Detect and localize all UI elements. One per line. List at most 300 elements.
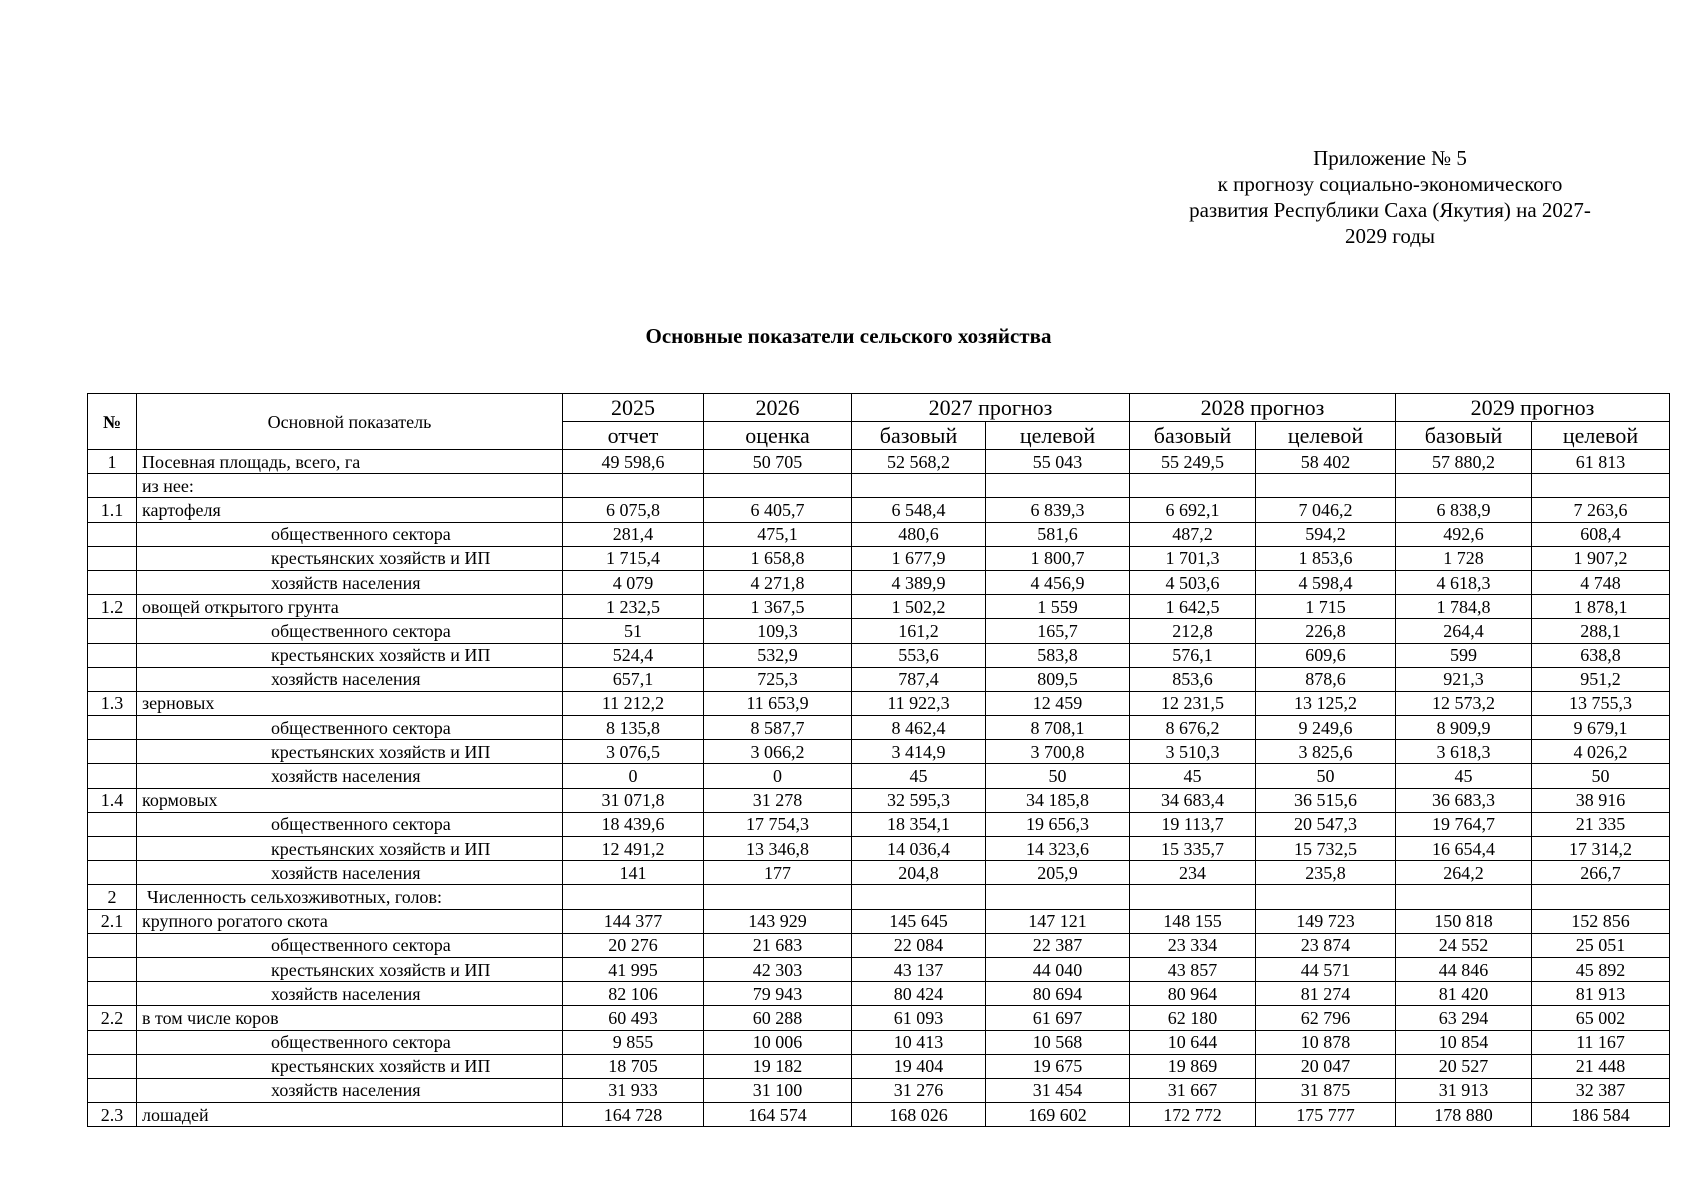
annex-line: к прогнозу социально-экономического	[1217, 172, 1563, 196]
value-cell: 524,4	[563, 643, 704, 667]
value-cell: 205,9	[986, 861, 1130, 885]
table-row	[88, 667, 1670, 691]
value-cell: 10 568	[986, 1030, 1130, 1054]
annex-line: 2029 годы	[1344, 224, 1436, 248]
value-cell: 20 276	[563, 933, 704, 957]
value-cell: 4 389,9	[852, 570, 986, 594]
value-cell: 15 335,7	[1130, 837, 1256, 861]
table-row	[88, 957, 1670, 981]
header-2028-base: базовый	[1130, 422, 1256, 450]
value-cell: 9 855	[563, 1030, 704, 1054]
value-cell: 80 694	[986, 982, 1130, 1006]
row-number: 1.4	[88, 788, 137, 812]
value-cell: 79 943	[704, 982, 852, 1006]
value-cell: 44 571	[1256, 957, 1396, 981]
row-indicator: хозяйств населения	[137, 667, 563, 691]
row-number: 2	[88, 885, 137, 909]
table-row	[88, 909, 1670, 933]
value-cell: 1 232,5	[563, 595, 704, 619]
table-row	[88, 546, 1670, 570]
row-indicator: крестьянских хозяйств и ИП	[137, 837, 563, 861]
header-2028-target: целевой	[1256, 422, 1396, 450]
value-cell: 0	[563, 764, 704, 788]
value-cell: 45	[852, 764, 986, 788]
table-row	[88, 1103, 1670, 1127]
value-cell: 31 454	[986, 1078, 1130, 1102]
value-cell: 57 880,2	[1396, 450, 1532, 474]
value-cell: 11 212,2	[563, 691, 704, 715]
row-indicator: крестьянских хозяйств и ИП	[137, 643, 563, 667]
value-cell	[1532, 474, 1670, 498]
table-row	[88, 764, 1670, 788]
row-number	[88, 474, 137, 498]
value-cell	[1256, 474, 1396, 498]
value-cell: 281,4	[563, 522, 704, 546]
row-number	[88, 812, 137, 836]
value-cell: 487,2	[1130, 522, 1256, 546]
value-cell: 10 878	[1256, 1030, 1396, 1054]
value-cell: 20 547,3	[1256, 812, 1396, 836]
value-cell: 12 459	[986, 691, 1130, 715]
value-cell: 44 846	[1396, 957, 1532, 981]
table-row	[88, 619, 1670, 643]
value-cell: 58 402	[1256, 450, 1396, 474]
row-number	[88, 546, 137, 570]
value-cell: 22 387	[986, 933, 1130, 957]
value-cell: 787,4	[852, 667, 986, 691]
table-row	[88, 716, 1670, 740]
row-indicator: из нее:	[137, 474, 563, 498]
value-cell: 17 314,2	[1532, 837, 1670, 861]
value-cell: 50	[1532, 764, 1670, 788]
value-cell: 0	[704, 764, 852, 788]
value-cell: 65 002	[1532, 1006, 1670, 1030]
value-cell: 38 916	[1532, 788, 1670, 812]
value-cell: 63 294	[1396, 1006, 1532, 1030]
row-indicator: Численность сельхозживотных, голов:	[137, 885, 563, 909]
row-indicator: хозяйств населения	[137, 570, 563, 594]
value-cell: 8 462,4	[852, 716, 986, 740]
value-cell: 19 764,7	[1396, 812, 1532, 836]
value-cell: 13 125,2	[1256, 691, 1396, 715]
header-year-2029: 2029 прогноз	[1396, 394, 1670, 422]
row-number	[88, 619, 137, 643]
value-cell: 18 439,6	[563, 812, 704, 836]
value-cell: 23 874	[1256, 933, 1396, 957]
value-cell: 4 026,2	[1532, 740, 1670, 764]
value-cell: 4 456,9	[986, 570, 1130, 594]
value-cell: 266,7	[1532, 861, 1670, 885]
value-cell: 608,4	[1532, 522, 1670, 546]
value-cell: 62 180	[1130, 1006, 1256, 1030]
header-2027-target: целевой	[986, 422, 1130, 450]
table-row	[88, 885, 1670, 909]
row-number	[88, 1054, 137, 1078]
row-number	[88, 522, 137, 546]
value-cell: 43 857	[1130, 957, 1256, 981]
value-cell: 4 598,4	[1256, 570, 1396, 594]
value-cell: 20 527	[1396, 1054, 1532, 1078]
value-cell: 3 825,6	[1256, 740, 1396, 764]
table-row	[88, 691, 1670, 715]
value-cell: 148 155	[1130, 909, 1256, 933]
value-cell: 8 587,7	[704, 716, 852, 740]
row-number	[88, 861, 137, 885]
value-cell: 36 515,6	[1256, 788, 1396, 812]
value-cell: 21 335	[1532, 812, 1670, 836]
value-cell: 1 642,5	[1130, 595, 1256, 619]
row-number	[88, 716, 137, 740]
header-2029-target: целевой	[1532, 422, 1670, 450]
value-cell: 1 728	[1396, 546, 1532, 570]
value-cell	[852, 885, 986, 909]
row-number	[88, 957, 137, 981]
value-cell: 172 772	[1130, 1103, 1256, 1127]
value-cell: 50	[1256, 764, 1396, 788]
table-row	[88, 1054, 1670, 1078]
value-cell: 3 700,8	[986, 740, 1130, 764]
value-cell: 31 071,8	[563, 788, 704, 812]
value-cell: 1 677,9	[852, 546, 986, 570]
value-cell: 212,8	[1130, 619, 1256, 643]
row-number	[88, 837, 137, 861]
value-cell: 8 676,2	[1130, 716, 1256, 740]
value-cell: 80 424	[852, 982, 986, 1006]
value-cell: 31 875	[1256, 1078, 1396, 1102]
value-cell: 36 683,3	[1396, 788, 1532, 812]
value-cell: 19 675	[986, 1054, 1130, 1078]
value-cell: 168 026	[852, 1103, 986, 1127]
value-cell: 226,8	[1256, 619, 1396, 643]
value-cell: 480,6	[852, 522, 986, 546]
header-year-2025: 2025	[563, 394, 704, 422]
value-cell: 4 503,6	[1130, 570, 1256, 594]
table-row	[88, 570, 1670, 594]
value-cell: 6 548,4	[852, 498, 986, 522]
header-row-years	[88, 394, 1670, 422]
row-indicator: общественного сектора	[137, 522, 563, 546]
header-num: №	[88, 394, 137, 450]
row-number: 2.2	[88, 1006, 137, 1030]
value-cell: 3 618,3	[1396, 740, 1532, 764]
value-cell: 4 271,8	[704, 570, 852, 594]
value-cell: 34 185,8	[986, 788, 1130, 812]
value-cell: 42 303	[704, 957, 852, 981]
value-cell: 475,1	[704, 522, 852, 546]
value-cell: 553,6	[852, 643, 986, 667]
value-cell: 921,3	[1396, 667, 1532, 691]
value-cell: 4 618,3	[1396, 570, 1532, 594]
value-cell: 878,6	[1256, 667, 1396, 691]
value-cell: 177	[704, 861, 852, 885]
document-title: Основные показатели сельского хозяйства	[645, 324, 1052, 348]
value-cell: 638,8	[1532, 643, 1670, 667]
value-cell: 109,3	[704, 619, 852, 643]
row-indicator: общественного сектора	[137, 812, 563, 836]
row-indicator: хозяйств населения	[137, 1078, 563, 1102]
value-cell: 55 249,5	[1130, 450, 1256, 474]
value-cell	[852, 474, 986, 498]
value-cell: 14 036,4	[852, 837, 986, 861]
value-cell: 6 839,3	[986, 498, 1130, 522]
value-cell: 19 869	[1130, 1054, 1256, 1078]
value-cell: 7 046,2	[1256, 498, 1396, 522]
table-row	[88, 837, 1670, 861]
value-cell: 7 263,6	[1532, 498, 1670, 522]
row-indicator: лошадей	[137, 1103, 563, 1127]
value-cell: 55 043	[986, 450, 1130, 474]
value-cell: 62 796	[1256, 1006, 1396, 1030]
value-cell: 10 644	[1130, 1030, 1256, 1054]
value-cell: 32 387	[1532, 1078, 1670, 1102]
value-cell: 1 658,8	[704, 546, 852, 570]
header-2029-base: базовый	[1396, 422, 1532, 450]
value-cell: 169 602	[986, 1103, 1130, 1127]
value-cell	[1532, 885, 1670, 909]
value-cell	[986, 474, 1130, 498]
value-cell: 1 907,2	[1532, 546, 1670, 570]
table-row	[88, 595, 1670, 619]
value-cell: 11 653,9	[704, 691, 852, 715]
value-cell: 52 568,2	[852, 450, 986, 474]
value-cell: 31 913	[1396, 1078, 1532, 1102]
row-indicator: Посевная площадь, всего, га	[137, 450, 563, 474]
value-cell: 60 288	[704, 1006, 852, 1030]
value-cell: 1 800,7	[986, 546, 1130, 570]
value-cell: 34 683,4	[1130, 788, 1256, 812]
value-cell: 31 278	[704, 788, 852, 812]
value-cell: 576,1	[1130, 643, 1256, 667]
value-cell: 594,2	[1256, 522, 1396, 546]
value-cell: 6 692,1	[1130, 498, 1256, 522]
row-number	[88, 1030, 137, 1054]
value-cell: 61 697	[986, 1006, 1130, 1030]
value-cell: 178 880	[1396, 1103, 1532, 1127]
row-number	[88, 667, 137, 691]
value-cell: 49 598,6	[563, 450, 704, 474]
value-cell: 1 715,4	[563, 546, 704, 570]
row-number	[88, 740, 137, 764]
row-number	[88, 933, 137, 957]
value-cell: 15 732,5	[1256, 837, 1396, 861]
row-number: 1	[88, 450, 137, 474]
value-cell: 599	[1396, 643, 1532, 667]
value-cell: 10 854	[1396, 1030, 1532, 1054]
value-cell: 144 377	[563, 909, 704, 933]
value-cell: 149 723	[1256, 909, 1396, 933]
row-indicator: хозяйств населения	[137, 861, 563, 885]
value-cell: 581,6	[986, 522, 1130, 546]
value-cell: 809,5	[986, 667, 1130, 691]
row-indicator: крестьянских хозяйств и ИП	[137, 740, 563, 764]
value-cell: 61 813	[1532, 450, 1670, 474]
value-cell: 3 414,9	[852, 740, 986, 764]
value-cell: 1 853,6	[1256, 546, 1396, 570]
value-cell: 6 075,8	[563, 498, 704, 522]
value-cell	[1396, 885, 1532, 909]
value-cell: 60 493	[563, 1006, 704, 1030]
value-cell	[1256, 885, 1396, 909]
value-cell	[1130, 474, 1256, 498]
row-number	[88, 570, 137, 594]
value-cell: 23 334	[1130, 933, 1256, 957]
value-cell: 161,2	[852, 619, 986, 643]
table-row	[88, 933, 1670, 957]
value-cell: 6 838,9	[1396, 498, 1532, 522]
value-cell: 1 784,8	[1396, 595, 1532, 619]
indicators-table	[87, 393, 1670, 1127]
value-cell: 1 878,1	[1532, 595, 1670, 619]
value-cell: 19 404	[852, 1054, 986, 1078]
value-cell: 14 323,6	[986, 837, 1130, 861]
header-year-2027: 2027 прогноз	[852, 394, 1130, 422]
value-cell: 186 584	[1532, 1103, 1670, 1127]
row-indicator: крестьянских хозяйств и ИП	[137, 546, 563, 570]
value-cell: 11 167	[1532, 1030, 1670, 1054]
value-cell: 6 405,7	[704, 498, 852, 522]
annex-line: Приложение № 5	[1313, 146, 1467, 170]
value-cell	[563, 885, 704, 909]
table-row	[88, 861, 1670, 885]
header-indicator: Основной показатель	[137, 394, 563, 450]
value-cell: 492,6	[1396, 522, 1532, 546]
value-cell: 532,9	[704, 643, 852, 667]
value-cell: 1 502,2	[852, 595, 986, 619]
row-indicator: хозяйств населения	[137, 764, 563, 788]
row-indicator: хозяйств населения	[137, 982, 563, 1006]
value-cell: 3 066,2	[704, 740, 852, 764]
value-cell: 31 276	[852, 1078, 986, 1102]
value-cell: 9 679,1	[1532, 716, 1670, 740]
value-cell: 22 084	[852, 933, 986, 957]
value-cell: 61 093	[852, 1006, 986, 1030]
value-cell: 951,2	[1532, 667, 1670, 691]
value-cell: 152 856	[1532, 909, 1670, 933]
value-cell: 24 552	[1396, 933, 1532, 957]
table-row	[88, 643, 1670, 667]
value-cell: 164 574	[704, 1103, 852, 1127]
row-indicator: общественного сектора	[137, 933, 563, 957]
value-cell: 50 705	[704, 450, 852, 474]
value-cell: 18 354,1	[852, 812, 986, 836]
header-2025-report: отчет	[563, 422, 704, 450]
row-indicator: овощей открытого грунта	[137, 595, 563, 619]
value-cell: 9 249,6	[1256, 716, 1396, 740]
row-indicator: кормовых	[137, 788, 563, 812]
value-cell: 8 909,9	[1396, 716, 1532, 740]
value-cell: 12 231,5	[1130, 691, 1256, 715]
value-cell: 50	[986, 764, 1130, 788]
value-cell: 10 006	[704, 1030, 852, 1054]
value-cell: 264,4	[1396, 619, 1532, 643]
table-row	[88, 1030, 1670, 1054]
table-body	[88, 450, 1670, 1127]
value-cell: 41 995	[563, 957, 704, 981]
value-cell: 8 135,8	[563, 716, 704, 740]
value-cell: 147 121	[986, 909, 1130, 933]
value-cell: 3 510,3	[1130, 740, 1256, 764]
table-row	[88, 982, 1670, 1006]
row-number: 1.1	[88, 498, 137, 522]
value-cell: 81 913	[1532, 982, 1670, 1006]
value-cell: 32 595,3	[852, 788, 986, 812]
value-cell: 19 182	[704, 1054, 852, 1078]
value-cell: 583,8	[986, 643, 1130, 667]
value-cell: 31 933	[563, 1078, 704, 1102]
row-indicator: картофеля	[137, 498, 563, 522]
value-cell: 12 491,2	[563, 837, 704, 861]
table-row	[88, 498, 1670, 522]
row-number	[88, 1078, 137, 1102]
header-year-2026: 2026	[704, 394, 852, 422]
value-cell: 1 715	[1256, 595, 1396, 619]
value-cell	[704, 885, 852, 909]
value-cell: 853,6	[1130, 667, 1256, 691]
row-indicator: общественного сектора	[137, 716, 563, 740]
value-cell: 657,1	[563, 667, 704, 691]
annex-header	[1130, 145, 1650, 249]
value-cell	[986, 885, 1130, 909]
row-indicator: крестьянских хозяйств и ИП	[137, 1054, 563, 1078]
value-cell: 1 701,3	[1130, 546, 1256, 570]
value-cell: 18 705	[563, 1054, 704, 1078]
value-cell	[1130, 885, 1256, 909]
row-number: 2.1	[88, 909, 137, 933]
value-cell: 264,2	[1396, 861, 1532, 885]
value-cell: 13 755,3	[1532, 691, 1670, 715]
value-cell: 8 708,1	[986, 716, 1130, 740]
value-cell: 45	[1396, 764, 1532, 788]
table-row	[88, 474, 1670, 498]
row-number	[88, 982, 137, 1006]
table-row	[88, 522, 1670, 546]
value-cell: 45	[1130, 764, 1256, 788]
row-indicator: в том числе коров	[137, 1006, 563, 1030]
value-cell: 80 964	[1130, 982, 1256, 1006]
value-cell: 141	[563, 861, 704, 885]
value-cell: 235,8	[1256, 861, 1396, 885]
value-cell: 44 040	[986, 957, 1130, 981]
header-2027-base: базовый	[852, 422, 986, 450]
value-cell: 145 645	[852, 909, 986, 933]
value-cell: 20 047	[1256, 1054, 1396, 1078]
value-cell: 21 448	[1532, 1054, 1670, 1078]
value-cell: 1 559	[986, 595, 1130, 619]
value-cell: 11 922,3	[852, 691, 986, 715]
value-cell: 31 667	[1130, 1078, 1256, 1102]
value-cell: 1 367,5	[704, 595, 852, 619]
row-number	[88, 643, 137, 667]
value-cell: 19 113,7	[1130, 812, 1256, 836]
value-cell: 51	[563, 619, 704, 643]
value-cell: 725,3	[704, 667, 852, 691]
value-cell: 31 100	[704, 1078, 852, 1102]
table-row	[88, 812, 1670, 836]
row-indicator: зерновых	[137, 691, 563, 715]
value-cell: 150 818	[1396, 909, 1532, 933]
table-row	[88, 788, 1670, 812]
table-row	[88, 1078, 1670, 1102]
row-number: 1.3	[88, 691, 137, 715]
row-indicator: общественного сектора	[137, 1030, 563, 1054]
value-cell: 10 413	[852, 1030, 986, 1054]
value-cell	[704, 474, 852, 498]
value-cell: 13 346,8	[704, 837, 852, 861]
value-cell: 609,6	[1256, 643, 1396, 667]
value-cell	[1396, 474, 1532, 498]
value-cell	[563, 474, 704, 498]
value-cell: 4 748	[1532, 570, 1670, 594]
